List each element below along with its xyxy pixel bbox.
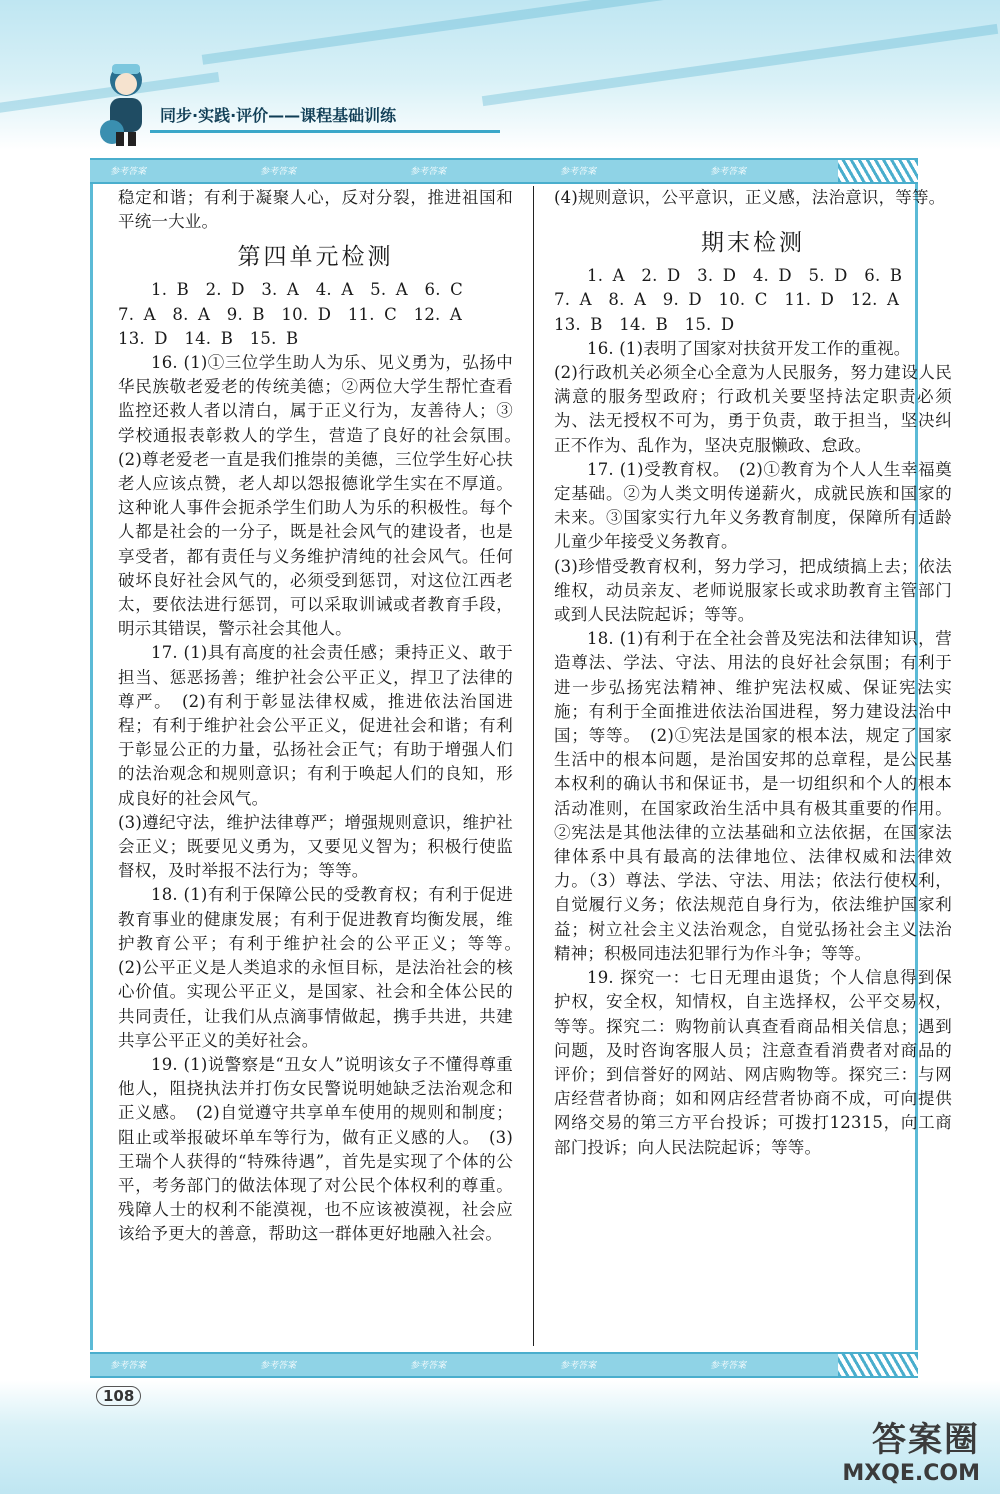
final-test-title: 期末检测 [701, 230, 805, 257]
ribbon-hatch [838, 160, 918, 182]
top-ribbon [90, 158, 918, 184]
ribbon-tag: 参考答案 [410, 167, 447, 177]
watermark-line1: 答案圈 [872, 1420, 980, 1460]
ribbon-tag: 参考答案 [110, 1361, 147, 1371]
answer-paragraph: 19. (1)说警察是“丑女人”说明该女子不懂得尊重他人，阻挠执法并打伤女民警说明她缺乏法治观念和正义感。 (2)自觉遵守共享单车使用的规则和制度；阻止或举报破坏单车等行为，做有正义感的人。 (3)王瑞个人获得的“特殊待遇”，首先是实现了个体的公平，考务部门的做法体现了对公民个体权利的尊重。残障人士的权利不能漠视，也不应该被漠视，社会应该给予更大的善意，帮助这一群体更好地融入社会。 [118, 1054, 513, 1244]
ribbon-tag: 参考答案 [260, 1361, 297, 1371]
left-column [118, 186, 530, 1247]
answer-paragraph: 16. (1)①三位学生助人为乐、见义勇为，弘扬中华民族敬老爱老的传统美德；②两位大学生帮忙查看监控还救人者以清白，属于正义行为，友善待人；③学校通报表彰救人的学生，营造了良好的社会氛围。 (2)尊老爱老一直是我们推崇的美德，三位学生好心扶老人应该点赞，老人却以怨报德讹学生实在不厚道。这种讹人事件会扼杀学生们助人为乐的积极性。每个人都是社会的一分子，既是社会风气的建设者，也是享受者，都有责任与义务维护清纯的社会风气。任何破坏良好社会风气的，必须受到惩罚，对这位江西老太，要依法进行惩罚，可以采取训诫或者教育手段，明示其错误，警示社会其他人。 [118, 353, 530, 639]
mc-answer-row: 7. A 8. A 9. B 10. D 11. C 12. A [118, 304, 463, 324]
mc-answer-row: 13. D 14. B 15. B [118, 328, 299, 348]
bottom-ribbon [90, 1352, 918, 1378]
watermark-logo [842, 1412, 980, 1486]
header-title: 同步·实践·评价——课程基础训练 [150, 104, 500, 133]
unit-four-test-title: 第四单元检测 [237, 244, 394, 271]
left-intro: 稳定和谐；有利于凝聚人心，反对分裂，推进祖国和平统一大业。 [118, 188, 513, 232]
right-column [554, 186, 952, 1160]
answer-paragraph: (3)珍惜受教育权利，努力学习，把成绩搞上去；依法维权，动员亲友、老师说服家长或求助教育主管部门或到人民法院起诉；等等。 [554, 556, 952, 625]
ribbon-hatch [838, 1354, 918, 1376]
mc-answer-row: 7. A 8. A 9. D 10. C 11. D 12. A [554, 290, 900, 310]
ribbon-tag: 参考答案 [710, 1361, 747, 1371]
ribbon-tag: 参考答案 [410, 1361, 447, 1371]
ribbon-tag: 参考答案 [110, 167, 147, 177]
mascot-icon [92, 58, 160, 148]
ribbon-tag: 参考答案 [560, 1361, 597, 1371]
ribbon-tag: 参考答案 [260, 167, 297, 177]
ribbon-tag: 参考答案 [710, 167, 747, 177]
answer-paragraph: 18. (1)有利于在全社会普及宪法和法律知识，营造尊法、学法、守法、用法的良好社会氛围；有利于进一步弘扬宪法精神、维护宪法权威、保证宪法实施；有利于全面推进依法治国进程，努力建设法治中国；等等。 (2)①宪法是国家的根本法，规定了国家生活中的根本问题，是治国安邦的总章程，是公民基本权利的确认书和保证书，是一切组织和个人的根本活动准则，在国家政治生活中具有极其重要的作用。②宪法是其他法律的立法基础和立法依据，在国家法律体系中具有最高的法律地位、法律权威和法律效力。（3）尊法、学法、守法、用法；依法行使权利，自觉履行义务；依法规范自身行为，依法维护国家利益；树立社会主义法治观念，自觉弘扬社会主义法治精神；积极同违法犯罪行为作斗争；等等。 [554, 629, 952, 963]
answer-paragraph: (2)行政机关必须全心全意为人民服务，努力建设人民满意的服务型政府；行政机关要坚持法定职责必须为、法无授权不可为，勇于负责，敢于担当，坚决纠正不作为、乱作为，坚决克服懒政、怠政。 [554, 363, 952, 455]
answer-paragraph: 19. 探究一：七日无理由退货；个人信息得到保护权，安全权，知情权，自主选择权，公平交易权，等等。探究二：购物前认真查看商品相关信息；遇到问题，及时咨询客服人员；注意查看消费者对商品的评价；到信誉好的网站、网店购物等。探究三：与网店经营者协商；如和网店经营者协商不成，可向提供网络交易的第三方平台投诉；可拨打12315，向工商部门投诉；向人民法院起诉；等等。 [554, 968, 952, 1157]
watermark-line2: MXQE.COM [842, 1461, 980, 1486]
column-divider [533, 186, 534, 1346]
answer-paragraph: 17. (1)受教育权。 (2)①教育为个人人生幸福奠定基础。②为人类文明传递薪火，成就民族和国家的未来。③国家实行九年义务教育制度，保障所有适龄儿童少年接受义务教育。 [554, 459, 952, 552]
ribbon-tag: 参考答案 [560, 167, 597, 177]
answer-paragraph: 17. (1)具有高度的社会责任感；秉持正义、敢于担当、惩恶扬善；维护社会公平正义，捍卫了法律的尊严。 (2)有利于彰显法律权威，推进依法治国进程；有利于维护社会公平正义，促进社会和谐；有利于彰显公正的力量，弘扬社会正气；有助于增强人们的法治观念和规则意识；有利于唤起人们的良知，形成良好的社会风气。 [118, 643, 513, 808]
mc-answer-row: 13. B 14. B 15. D [554, 314, 735, 334]
mc-answer-row: 1. A 2. D 3. D 4. D 5. D 6. B [587, 266, 903, 286]
right-intro: (4)规则意识，公平意识，正义感，法治意识，等等。 [554, 188, 946, 207]
answer-paragraph: 16. (1)表明了国家对扶贫开发工作的重视。 [587, 338, 911, 358]
page-number: 108 [96, 1386, 141, 1406]
answer-paragraph: 18. (1)有利于保障公民的受教育权；有利于促进教育事业的健康发展；有利于促进教育均衡发展，维护教育公平；有利于维护社会的公平正义；等等。 (2)公平正义是人类追求的永恒目标，是法治社会的核心价值。实现公平正义，是国家、社会和全体公民的共同责任，让我们从点滴事情做起，携手共进，共建共享公平正义的美好社会。 [118, 885, 530, 1050]
answer-paragraph: (3)遵纪守法，维护法律尊严；增强规则意识，维护社会正义；既要见义勇为，又要见义智为；积极行使监督权，及时举报不法行为；等等。 [118, 812, 513, 881]
mc-answer-row: 1. B 2. D 3. A 4. A 5. A 6. C [151, 280, 463, 300]
